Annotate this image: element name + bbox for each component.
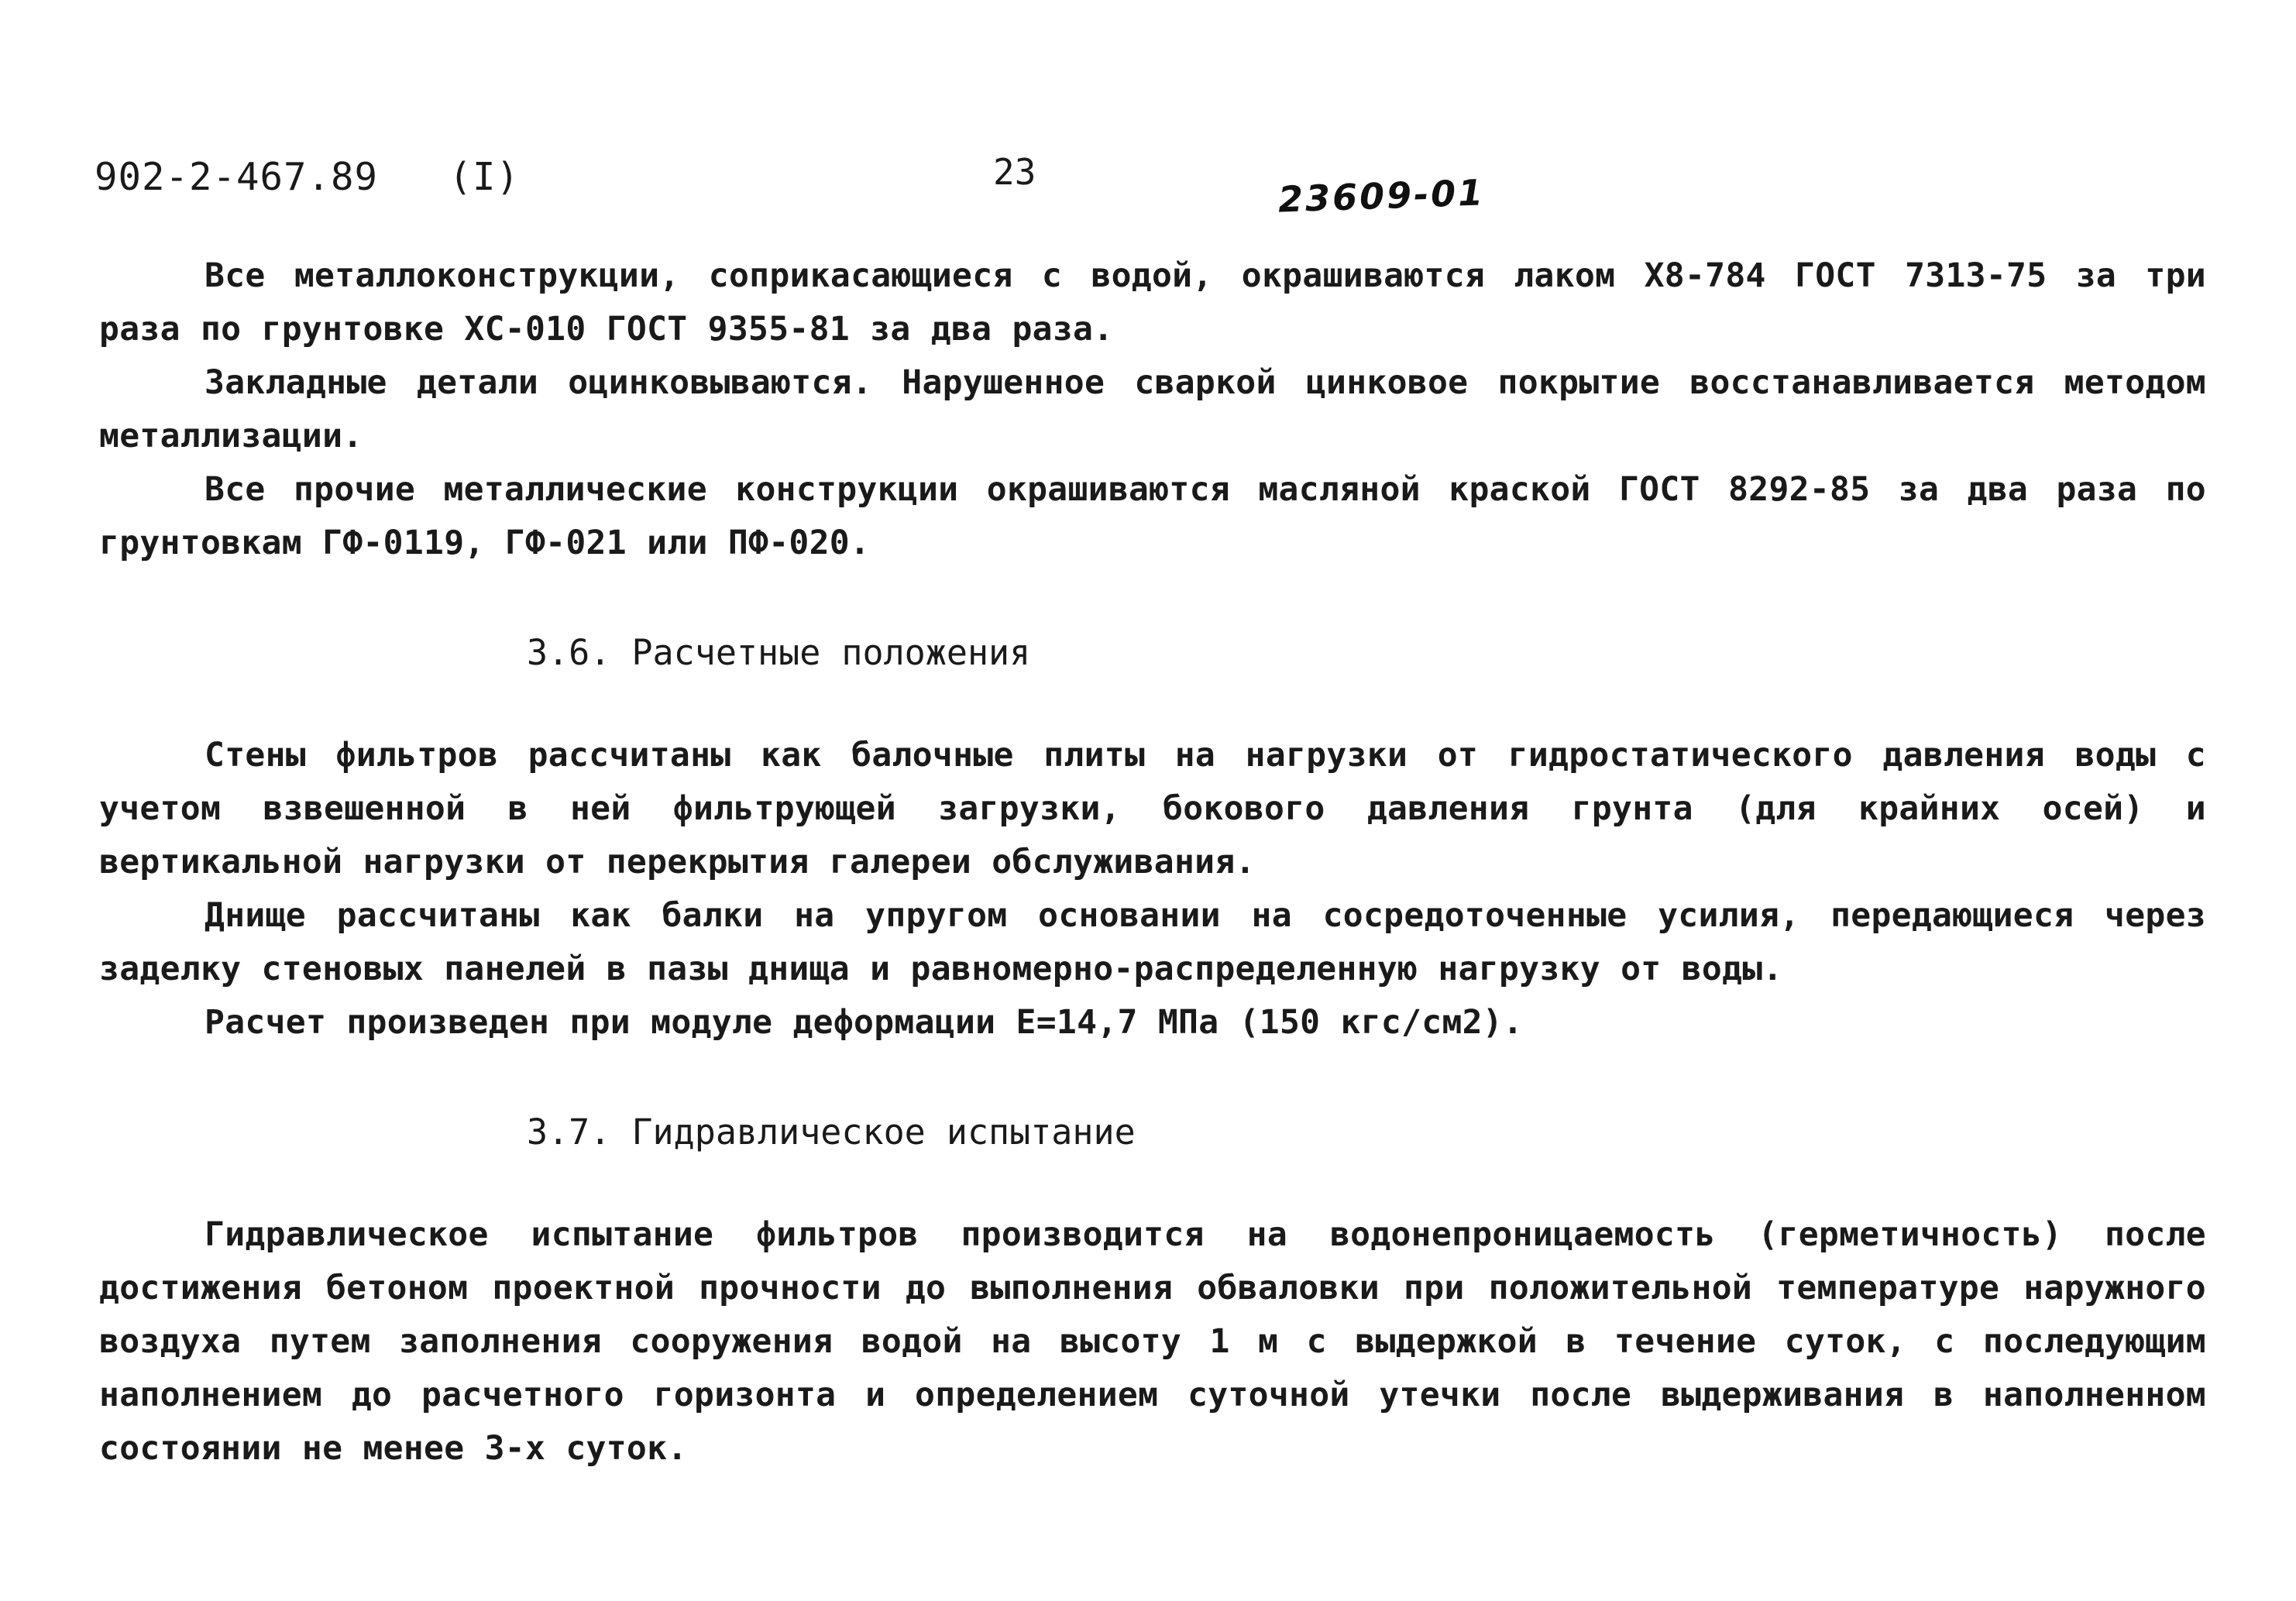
- document-body: [99, 249, 2206, 1476]
- paragraph-walls-calculation: Стены фильтров рассчитаны как балочные плиты на нагрузки от гидростатического давления воды с учетом взвешенной в ней фильтрующей загрузки, бокового давления грунта (для крайних осей) и вертикальной нагрузки от перекрытия галереи обслуживания.: [99, 736, 2206, 881]
- handwritten-inventory-number: 23609-01: [1277, 171, 1487, 221]
- document-code: 902-2-467.89 (I): [95, 155, 521, 199]
- paragraph-deformation-modulus: Расчет произведен при модуле деформации Е=14,7 МПа (150 кгс/см2).: [205, 1003, 1524, 1042]
- page-number: 23: [993, 151, 1036, 193]
- spacer: [99, 570, 2206, 626]
- section-heading-3-6: 3.6. Расчетные положения: [527, 632, 1031, 673]
- section-heading-3-7: 3.7. Гидравлическое испытание: [527, 1111, 1136, 1153]
- spacer: [99, 1159, 2206, 1208]
- paragraph-other-structures: Все прочие металлические конструкции окрашиваются масляной краской ГОСТ 8292-85 за два раза по грунтовкам ГФ-0119, ГФ-021 или ПФ-020.: [99, 470, 2206, 562]
- paragraph-metal-coating: Все металлоконструкции, соприкасающиеся с водой, окрашиваются лаком Х8-784 ГОСТ 7313-75 за три раза по грунтовке ХС-010 ГОСТ 9355-81 за два раза.: [99, 256, 2206, 349]
- spacer: [99, 679, 2206, 729]
- paragraph-embedded-parts: Закладные детали оцинковываются. Нарушенное сваркой цинковое покрытие восстанавливается методом металлизации.: [99, 363, 2206, 455]
- paragraph-bottom-calculation: Днище рассчитаны как балки на упругом основании на сосредоточенные усилия, передающиеся через заделку стеновых панелей в пазы днища и равномерно-распределенную нагрузку от воды.: [99, 896, 2206, 988]
- spacer: [99, 1050, 2206, 1105]
- paragraph-hydraulic-test: Гидравлическое испытание фильтров производится на водонепроницаемость (герметичность) после достижения бетоном проектной прочности до выполнения обваловки при положительной температуре наружного воздуха путем заполнения сооружения водой на высоту 1 м с выдержкой в течение суток, с последующим наполнением до расчетного горизонта и определением суточной утечки после выдерживания в наполненном состоянии не менее 3-х суток.: [99, 1215, 2206, 1468]
